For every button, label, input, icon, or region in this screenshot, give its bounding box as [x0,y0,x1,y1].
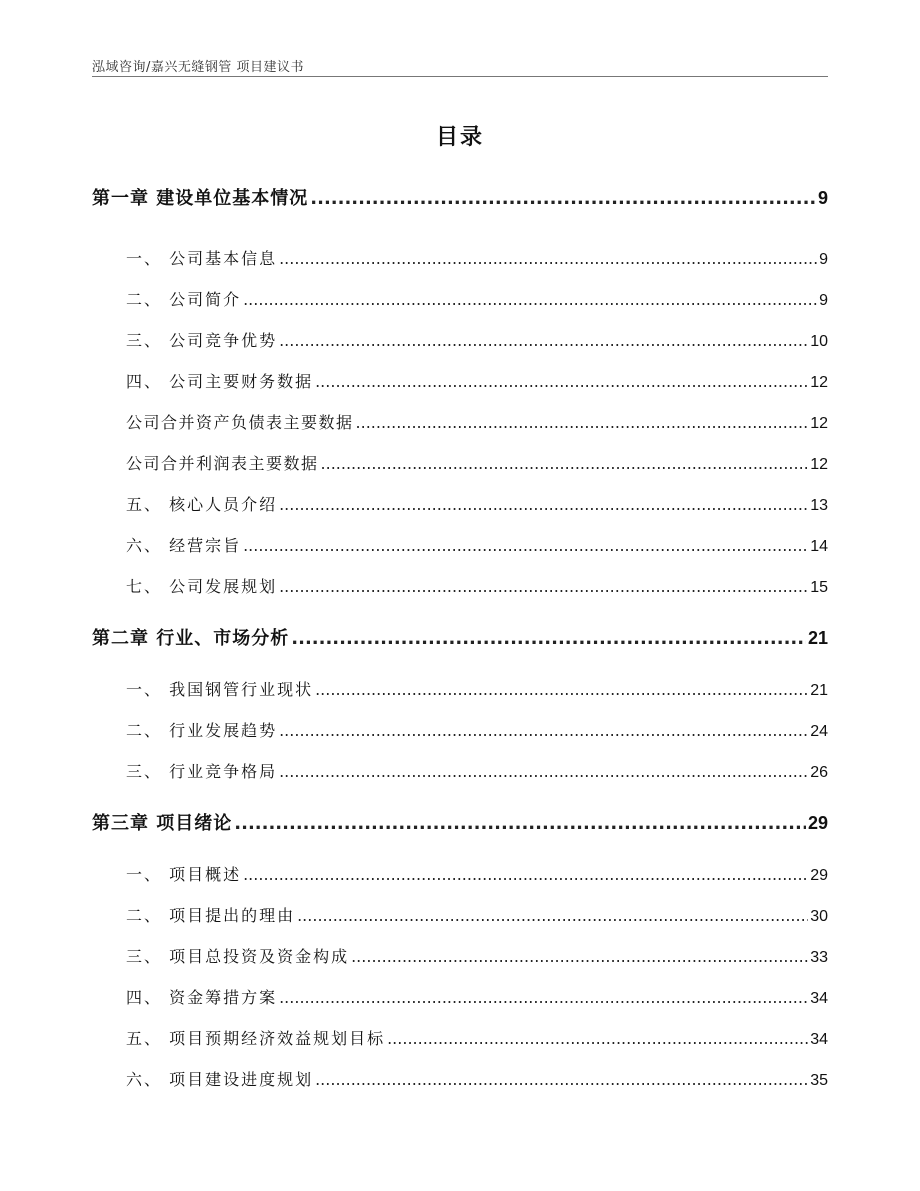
toc-section-entry[interactable] [92,369,828,392]
toc-page-number: 35 [810,1072,828,1089]
toc-dot-leader [279,249,817,268]
toc-dot-leader [315,372,808,391]
toc-page-number: 34 [810,990,828,1007]
toc-page-number: 21 [810,682,828,699]
toc-section-entry[interactable] [92,246,828,269]
toc-page-number: 13 [810,497,828,514]
toc-title: 目录 [435,125,484,150]
toc-entry-label: 二、 项目提出的理由 [126,906,296,925]
toc-page-number: 24 [810,723,828,740]
toc-section-entry[interactable] [92,944,828,967]
toc-entry-label: 四、 资金筹措方案 [126,988,278,1007]
toc-section-entry[interactable] [92,574,828,597]
toc-dot-leader [279,988,808,1007]
toc-dot-leader [356,413,809,432]
toc-dot-leader [310,188,816,209]
toc-dot-leader [321,454,809,473]
page-header: 泓域咨询/嘉兴无缝钢管 项目建议书 [92,60,305,75]
toc-chapter-entry[interactable] [92,809,828,835]
toc-section-entry[interactable] [92,451,828,474]
toc-page-number: 12 [810,456,828,473]
toc-section-entry[interactable] [92,410,828,433]
toc-entry-label: 三、 项目总投资及资金构成 [126,947,350,966]
toc-entry-label: 五、 项目预期经济效益规划目标 [126,1029,386,1048]
toc-page-number: 26 [810,764,828,781]
toc-entry-label: 第一章 建设单位基本情况 [92,188,309,209]
toc-dot-leader [297,906,808,925]
toc-page-number: 21 [807,628,828,648]
toc-section-entry[interactable] [92,903,828,926]
toc-entry-label: 六、 项目建设进度规划 [126,1070,314,1089]
toc-section-entry[interactable] [92,759,828,782]
toc-entry-label: 一、 我国钢管行业现状 [126,680,314,699]
toc-entry-label: 二、 行业发展趋势 [126,721,278,740]
toc-dot-leader [279,721,808,740]
toc-page-number: 10 [810,333,828,350]
toc-section-entry[interactable] [92,862,828,885]
toc-entry-label: 公司合并利润表主要数据 [126,454,319,473]
toc-page-number: 33 [810,949,828,966]
toc-section-entry[interactable] [92,985,828,1008]
toc-entry-label: 第二章 行业、市场分析 [92,628,290,649]
toc-dot-leader [243,536,808,555]
toc-dot-leader [279,762,808,781]
toc-dot-leader [291,628,806,649]
toc-dot-leader [243,290,817,309]
toc-dot-leader [234,813,806,834]
toc-section-entry[interactable] [92,328,828,351]
toc-dot-leader [387,1029,808,1048]
toc-entry-label: 二、 公司简介 [126,290,242,309]
toc-dot-leader [243,865,808,884]
toc-dot-leader [279,577,808,596]
toc-page-number: 34 [810,1031,828,1048]
toc-page-number: 12 [810,415,828,432]
toc-page-number: 29 [807,813,828,833]
toc-entry-label: 一、 公司基本信息 [126,249,278,268]
toc-section-entry[interactable] [92,677,828,700]
header-divider [92,76,828,77]
toc-dot-leader [315,1070,808,1089]
toc-page-number: 14 [810,538,828,555]
toc-page-number: 12 [810,374,828,391]
toc-entry-label: 六、 经营宗旨 [126,536,242,555]
toc-entry-label: 第三章 项目绪论 [92,813,233,834]
toc-section-entry[interactable] [92,718,828,741]
toc-dot-leader [351,947,808,966]
toc-chapter-entry[interactable] [92,624,828,650]
toc-chapter-entry[interactable] [92,184,828,210]
toc-section-entry[interactable] [92,1067,828,1090]
toc-entry-label: 五、 核心人员介绍 [126,495,278,514]
toc-section-entry[interactable] [92,533,828,556]
toc-entry-label: 七、 公司发展规划 [126,577,278,596]
toc-dot-leader [315,680,808,699]
toc-entry-label: 三、 公司竞争优势 [126,331,278,350]
toc-section-entry[interactable] [92,1026,828,1049]
toc-page-number: 9 [819,292,828,309]
toc-section-entry[interactable] [92,287,828,310]
toc-page-number: 29 [810,867,828,884]
toc-page-number: 9 [819,251,828,268]
toc-page-number: 15 [810,579,828,596]
toc-page-number: 9 [817,188,828,208]
toc-entry-label: 三、 行业竞争格局 [126,762,278,781]
toc-dot-leader [279,331,808,350]
toc-entry-label: 公司合并资产负债表主要数据 [126,413,354,432]
toc-entry-label: 一、 项目概述 [126,865,242,884]
toc-page-number: 30 [810,908,828,925]
toc-section-entry[interactable] [92,492,828,515]
toc-dot-leader [279,495,808,514]
toc-entry-label: 四、 公司主要财务数据 [126,372,314,391]
